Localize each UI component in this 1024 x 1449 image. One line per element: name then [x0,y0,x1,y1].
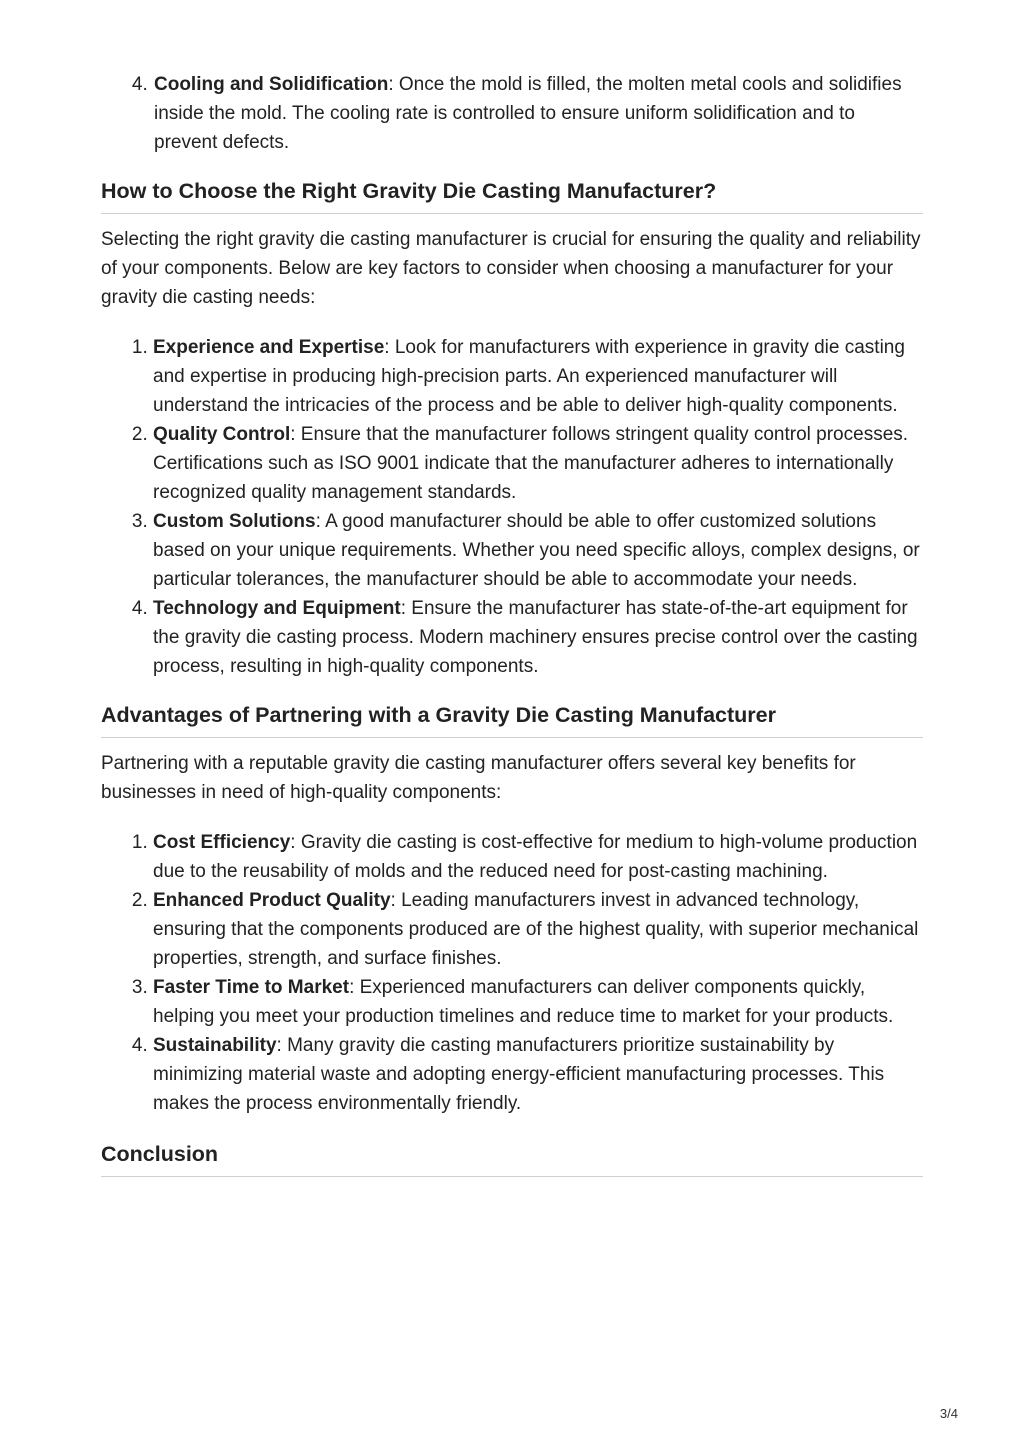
list-item [153,973,923,1031]
list-item [153,828,923,886]
list-item-text: : Once the mold is filled, the molten metal cools and solidifies inside the mold. The cooling rate is controlled to ensure uniform solidification and to prevent defects. [154,74,902,153]
list-item [153,1031,923,1118]
advantages-list [101,828,923,1118]
list-item [153,420,923,507]
list-item-text: : Gravity die casting is cost-effective for medium to high-volume production due to the reusability of molds and the reduced need for post-casting machining. [153,832,918,882]
list-item [153,886,923,973]
list-item-text: : Ensure that the manufacturer follows stringent quality control processes. Certifications such as ISO 9001 indicate that the manufacturer adheres to internationally recognized quality management standards. [153,424,909,503]
page-number: 3/4 [939,1406,958,1421]
list-item-text: : Many gravity die casting manufacturers prioritize sustainability by minimizing material waste and adopting energy-efficient manufacturing processes. This makes the process environmentally friendly. [153,1035,885,1114]
list-item-text: : Ensure the manufacturer has state-of-the-art equipment for the gravity die casting process. Modern machinery ensures precise control over the casting process, resulting in high-quality components. [153,598,918,677]
list-item [153,70,923,157]
list-item-text: : A good manufacturer should be able to offer customized solutions based on your unique requirements. Whether you need specific alloys, complex designs, or particular tolerances, the manufacturer should be able to accommodate your needs. [153,511,920,590]
list-item [153,333,923,420]
list-item-term: Cost Efficiency [153,832,291,853]
process-steps-list [101,70,923,157]
list-item [153,594,923,681]
section-heading-advantages: Advantages of Partnering with a Gravity Die Casting Manufacturer [101,702,923,738]
list-item-term: Cooling and Solidification [154,74,389,95]
section-heading-choose: How to Choose the Right Gravity Die Casting Manufacturer? [101,178,923,214]
list-item-term: Technology and Equipment [153,598,401,619]
list-item-term: Custom Solutions [153,511,316,532]
list-item-term: Experience and Expertise [153,337,385,358]
document-body [101,70,923,1177]
list-item-term: Faster Time to Market [153,977,350,998]
section-heading-conclusion: Conclusion [101,1141,923,1177]
choose-factors-list [101,333,923,681]
list-item-text: : Leading manufacturers invest in advanced technology, ensuring that the components produced are of the highest quality, with superior mechanical properties, strength, and surface finishes. [153,890,919,969]
section-intro-choose: Selecting the right gravity die casting manufacturer is crucial for ensuring the quality and reliability of your components. Below are key factors to consider when choosing a manufacturer for your gravity die casting needs: [101,229,921,308]
list-item-text: : Look for manufacturers with experience in gravity die casting and expertise in producing high-precision parts. An experienced manufacturer will understand the intricacies of the process and be able to deliver high-quality components. [153,337,905,416]
list-item-term: Quality Control [153,424,291,445]
section-intro-advantages: Partnering with a reputable gravity die casting manufacturer offers several key benefits for businesses in need of high-quality components: [101,753,856,803]
list-item-term: Enhanced Product Quality [153,890,391,911]
list-item-text: : Experienced manufacturers can deliver components quickly, helping you meet your production timelines and reduce time to market for your products. [153,977,894,1027]
list-item-term: Sustainability [153,1035,277,1056]
list-item [153,507,923,594]
